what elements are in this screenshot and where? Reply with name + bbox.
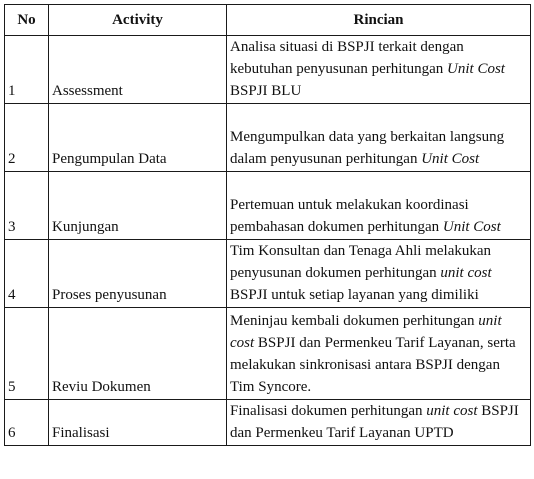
table-row <box>5 104 531 172</box>
header-detail: Rincian <box>227 5 531 36</box>
row-activity: Proses penyusunan <box>49 240 227 308</box>
detail-italic-term: Unit Cost <box>442 219 501 235</box>
detail-text: BSPJI dan Permenkeu Tarif Layanan, serta melakukan sinkronisasi antara BSPJI dengan Tim Syncore. <box>230 335 516 395</box>
detail-text: Pertemuan untuk melakukan koordinasi pembahasan dokumen perhitungan <box>230 197 469 235</box>
detail-text: BSPJI BLU <box>230 83 302 99</box>
detail-text: Analisa situasi di BSPJI terkait dengan kebutuhan penyusunan perhitungan <box>230 39 464 77</box>
detail-text: Finalisasi dokumen perhitungan <box>230 403 427 419</box>
row-number: 5 <box>5 308 49 400</box>
row-activity: Reviu Dokumen <box>49 308 227 400</box>
row-detail <box>227 240 531 308</box>
detail-text: BSPJI untuk setiap layanan yang dimiliki <box>230 287 479 303</box>
row-activity: Kunjungan <box>49 172 227 240</box>
detail-italic-term: unit cost <box>230 313 502 351</box>
row-number: 6 <box>5 400 49 446</box>
detail-italic-term: unit cost <box>426 403 478 419</box>
row-detail <box>227 104 531 172</box>
detail-italic-term: unit cost <box>440 265 492 281</box>
table-header-row <box>5 5 531 36</box>
row-detail <box>227 172 531 240</box>
row-activity: Assessment <box>49 36 227 104</box>
detail-text: Tim Konsultan dan Tenaga Ahli melakukan penyusunan dokumen perhitungan <box>230 243 492 281</box>
activity-table <box>4 4 531 446</box>
header-no: No <box>5 5 49 36</box>
row-number: 3 <box>5 172 49 240</box>
row-detail <box>227 36 531 104</box>
detail-italic-term: Unit Cost <box>447 61 505 77</box>
header-activity: Activity <box>49 5 227 36</box>
table-row <box>5 172 531 240</box>
row-activity: Pengumpulan Data <box>49 104 227 172</box>
row-detail <box>227 400 531 446</box>
row-detail <box>227 308 531 400</box>
detail-text: Meninjau kembali dokumen perhitungan <box>230 313 479 329</box>
table-row <box>5 240 531 308</box>
row-number: 2 <box>5 104 49 172</box>
detail-text: Mengumpulkan data yang berkaitan langsung dalam penyusunan perhitungan <box>230 129 505 167</box>
detail-italic-term: Unit Cost <box>421 151 480 167</box>
row-number: 1 <box>5 36 49 104</box>
table-row <box>5 400 531 446</box>
row-number: 4 <box>5 240 49 308</box>
row-activity: Finalisasi <box>49 400 227 446</box>
detail-text: BSPJI dan Permenkeu Tarif Layanan UPTD <box>230 403 519 441</box>
table-row <box>5 36 531 104</box>
table-row <box>5 308 531 400</box>
